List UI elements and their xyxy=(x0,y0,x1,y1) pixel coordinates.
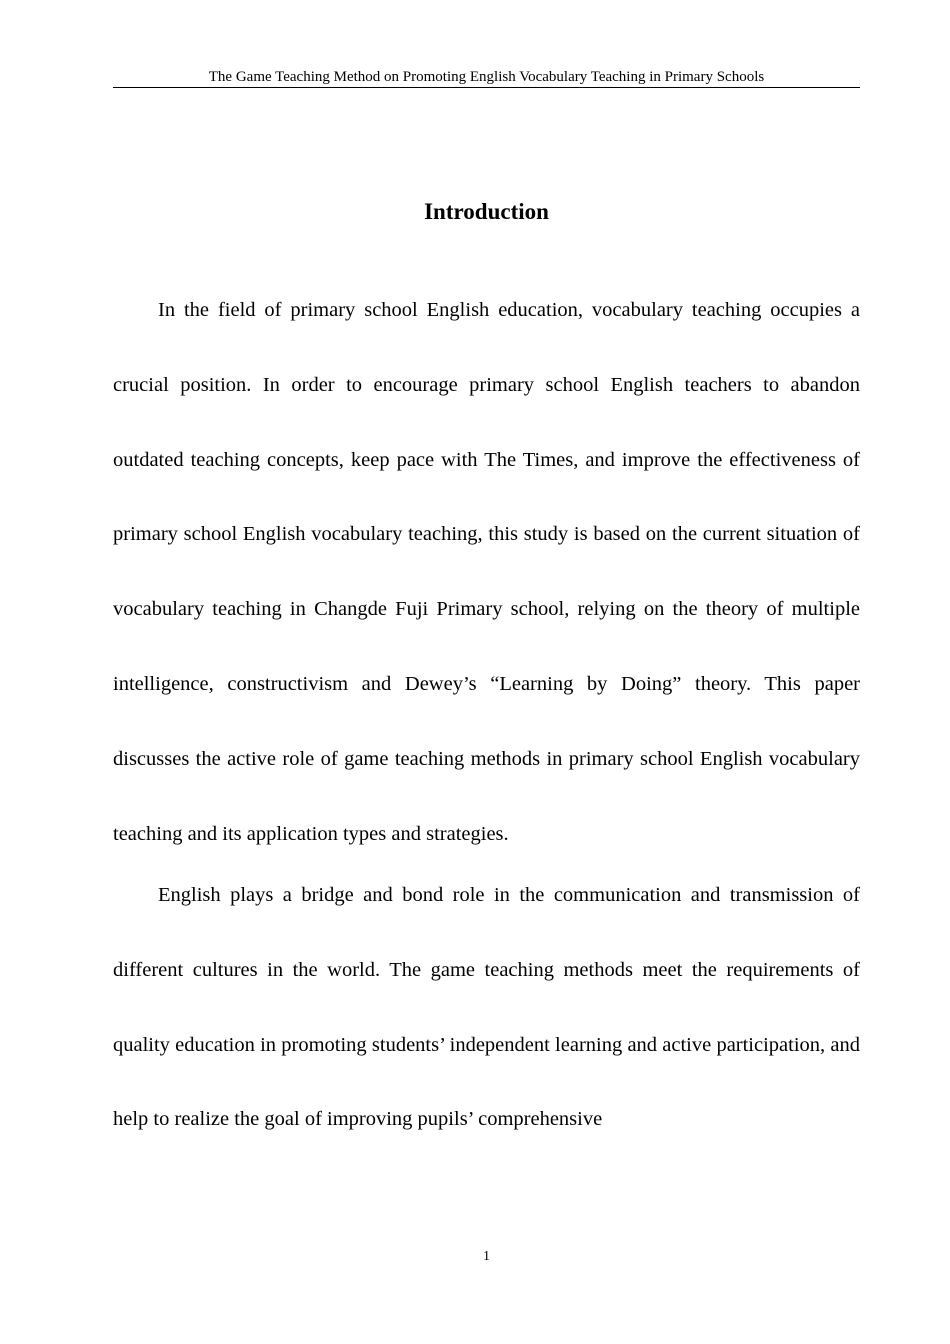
section-title: Introduction xyxy=(424,199,549,224)
body-paragraph: English plays a bridge and bond role in the communication and transmission of different cultures in the world. The game teaching methods meet the requirements of quality education in promoting students’ independent learning and active participation, and help to realize the goal of improving pupils’ comprehensive xyxy=(113,884,860,1131)
body-paragraph: In the field of primary school English education, vocabulary teaching occupies a crucial position. In order to encourage primary school English teachers to abandon outdated teaching concepts, keep pace with The Times, and improve the effectiveness of primary school English vocabulary teaching, this study is based on the current situation of vocabulary teaching in Changde Fuji Primary school, relying on the theory of multiple intelligence, constructivism and Dewey’s “Learning by Doing” theory. This paper discusses the active role of game teaching methods in primary school English vocabulary teaching and its application types and strategies. xyxy=(113,299,860,845)
page-number: 1 xyxy=(483,1249,490,1264)
running-header: The Game Teaching Method on Promoting English Vocabulary Teaching in Primary Schools xyxy=(113,67,860,88)
